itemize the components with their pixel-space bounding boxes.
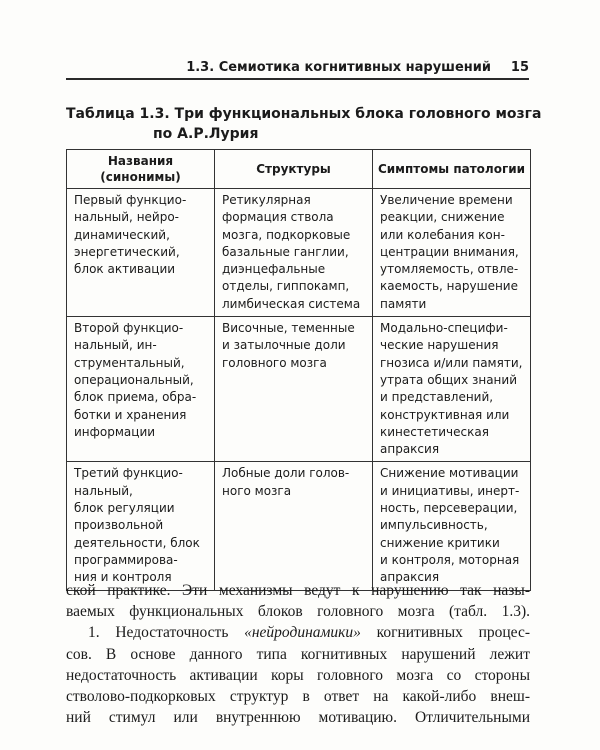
column-header-symptoms: Симптомы патологии	[373, 150, 531, 189]
cell-line: конструктивная или	[380, 407, 510, 422]
cell-line: лимбическая система	[222, 296, 361, 311]
cell-line: нальный, нейро-	[74, 210, 180, 225]
emphasized-term: «нейродинамики»	[244, 624, 361, 642]
body-text	[66, 580, 530, 728]
cell-line: формация ствола	[222, 210, 334, 225]
cell-line: утомляемость, отвле-	[380, 262, 519, 277]
cell-line: Второй функцио-	[74, 321, 184, 336]
cell-line: ческие нарушения	[380, 338, 499, 353]
cell-line: головного мозга	[222, 355, 327, 370]
cell-line: каемость, нарушение	[380, 279, 518, 294]
body-line: ской практике. Эти механизмы ведут к нарушению так назы-	[66, 582, 530, 599]
cell-line: нальный, ин-	[74, 338, 157, 353]
cell-line: импульсивность,	[380, 518, 488, 533]
cell-line: ния и контроля	[74, 570, 172, 585]
column-header-structures: Структуры	[215, 150, 373, 189]
body-line: ваемых функциональных блоков головного мозга (табл. 1.3).	[66, 603, 530, 621]
cell-line: или колебания кон-	[380, 227, 505, 242]
table-row	[67, 189, 531, 317]
cell-line: гнозиса и/или памяти,	[380, 355, 523, 370]
cell-line: базальные ганглии,	[222, 244, 349, 259]
body-line: недостаточность активации коры головного мозга со стороны	[66, 666, 530, 684]
table-row	[67, 317, 531, 462]
body-line: стволово-подкорковых структур в ответ на какой-либо внеш-	[66, 688, 530, 706]
cell-line: центрации внимания,	[380, 244, 519, 259]
column-header-names: Названия (синонимы)	[67, 150, 215, 189]
cell-line: отделы, гиппокамп,	[222, 279, 350, 294]
cell-line: Лобные доли голов-	[222, 466, 350, 481]
table-header-row	[67, 150, 531, 189]
running-header	[66, 56, 529, 80]
cell-line: Третий функцио-	[74, 466, 183, 481]
body-line: сов. В основе данного типа когнитивных нарушений лежит	[66, 645, 530, 663]
cell-line: произвольной	[74, 518, 164, 533]
cell-line: апраксия	[380, 570, 440, 585]
cell-line: снижение критики	[380, 535, 500, 550]
block-name-cell	[67, 462, 215, 590]
cell-line: Увеличение времени	[380, 193, 513, 207]
cell-line: и инициативы, инерт-	[380, 483, 520, 498]
cell-line: мозга, подкорковые	[222, 227, 351, 242]
cell-line: операциональный,	[74, 372, 194, 387]
cell-line: кинестетическая	[380, 424, 489, 439]
cell-line: струментальный,	[74, 355, 185, 370]
symptoms-cell	[373, 189, 531, 317]
cell-line: апраксия	[380, 442, 440, 457]
symptoms-cell	[373, 462, 531, 590]
cell-line: и контроля, моторная	[380, 552, 520, 567]
cell-line: реакции, снижение	[380, 210, 505, 225]
running-header-title: 1.3. Семиотика когнитивных нарушений	[186, 60, 491, 75]
block-name-cell	[67, 317, 215, 462]
symptoms-cell	[373, 317, 531, 462]
body-line: 1. Недостаточность «нейродинамики» когнитивных процес-	[88, 624, 530, 642]
cell-line: программирова-	[74, 552, 178, 567]
cell-line: Модально-специфи-	[380, 321, 508, 336]
table-caption-line-2: по А.Р.Лурия	[153, 126, 259, 142]
cell-line: Ретикулярная	[222, 193, 311, 207]
cell-line: ного мозга	[222, 483, 292, 498]
cell-line: информации	[74, 424, 156, 439]
table-row	[67, 462, 531, 590]
luria-blocks-table	[66, 149, 531, 591]
table-caption	[66, 104, 541, 144]
structures-cell	[215, 462, 373, 590]
cell-line: диэнцефальные	[222, 262, 326, 277]
cell-line: ность, персеверации,	[380, 501, 518, 516]
cell-line: утрата общих знаний	[380, 372, 518, 387]
cell-line: и затылочные доли	[222, 338, 346, 353]
cell-line: блок активации	[74, 262, 176, 277]
cell-line: Первый функцио-	[74, 193, 187, 207]
cell-line: и представлений,	[380, 390, 494, 405]
cell-line: ботки и хранения	[74, 407, 187, 422]
table-caption-line-1: Таблица 1.3. Три функциональных блока головного мозга	[66, 106, 542, 122]
body-line: ний стимул или внутреннюю мотивацию. Отличительными	[66, 709, 530, 727]
cell-line: памяти	[380, 296, 427, 311]
block-name-cell	[67, 189, 215, 317]
page-number: 15	[510, 60, 529, 75]
cell-line: динамический,	[74, 227, 170, 242]
cell-line: Височные, теменные	[222, 321, 355, 336]
cell-line: нальный,	[74, 483, 133, 498]
structures-cell	[215, 317, 373, 462]
cell-line: блок регуляции	[74, 501, 175, 516]
cell-line: блок приема, обра-	[74, 390, 197, 405]
cell-line: Снижение мотивации	[380, 466, 519, 481]
cell-line: энергетический,	[74, 244, 180, 259]
structures-cell	[215, 189, 373, 317]
cell-line: деятельности, блок	[74, 535, 200, 550]
